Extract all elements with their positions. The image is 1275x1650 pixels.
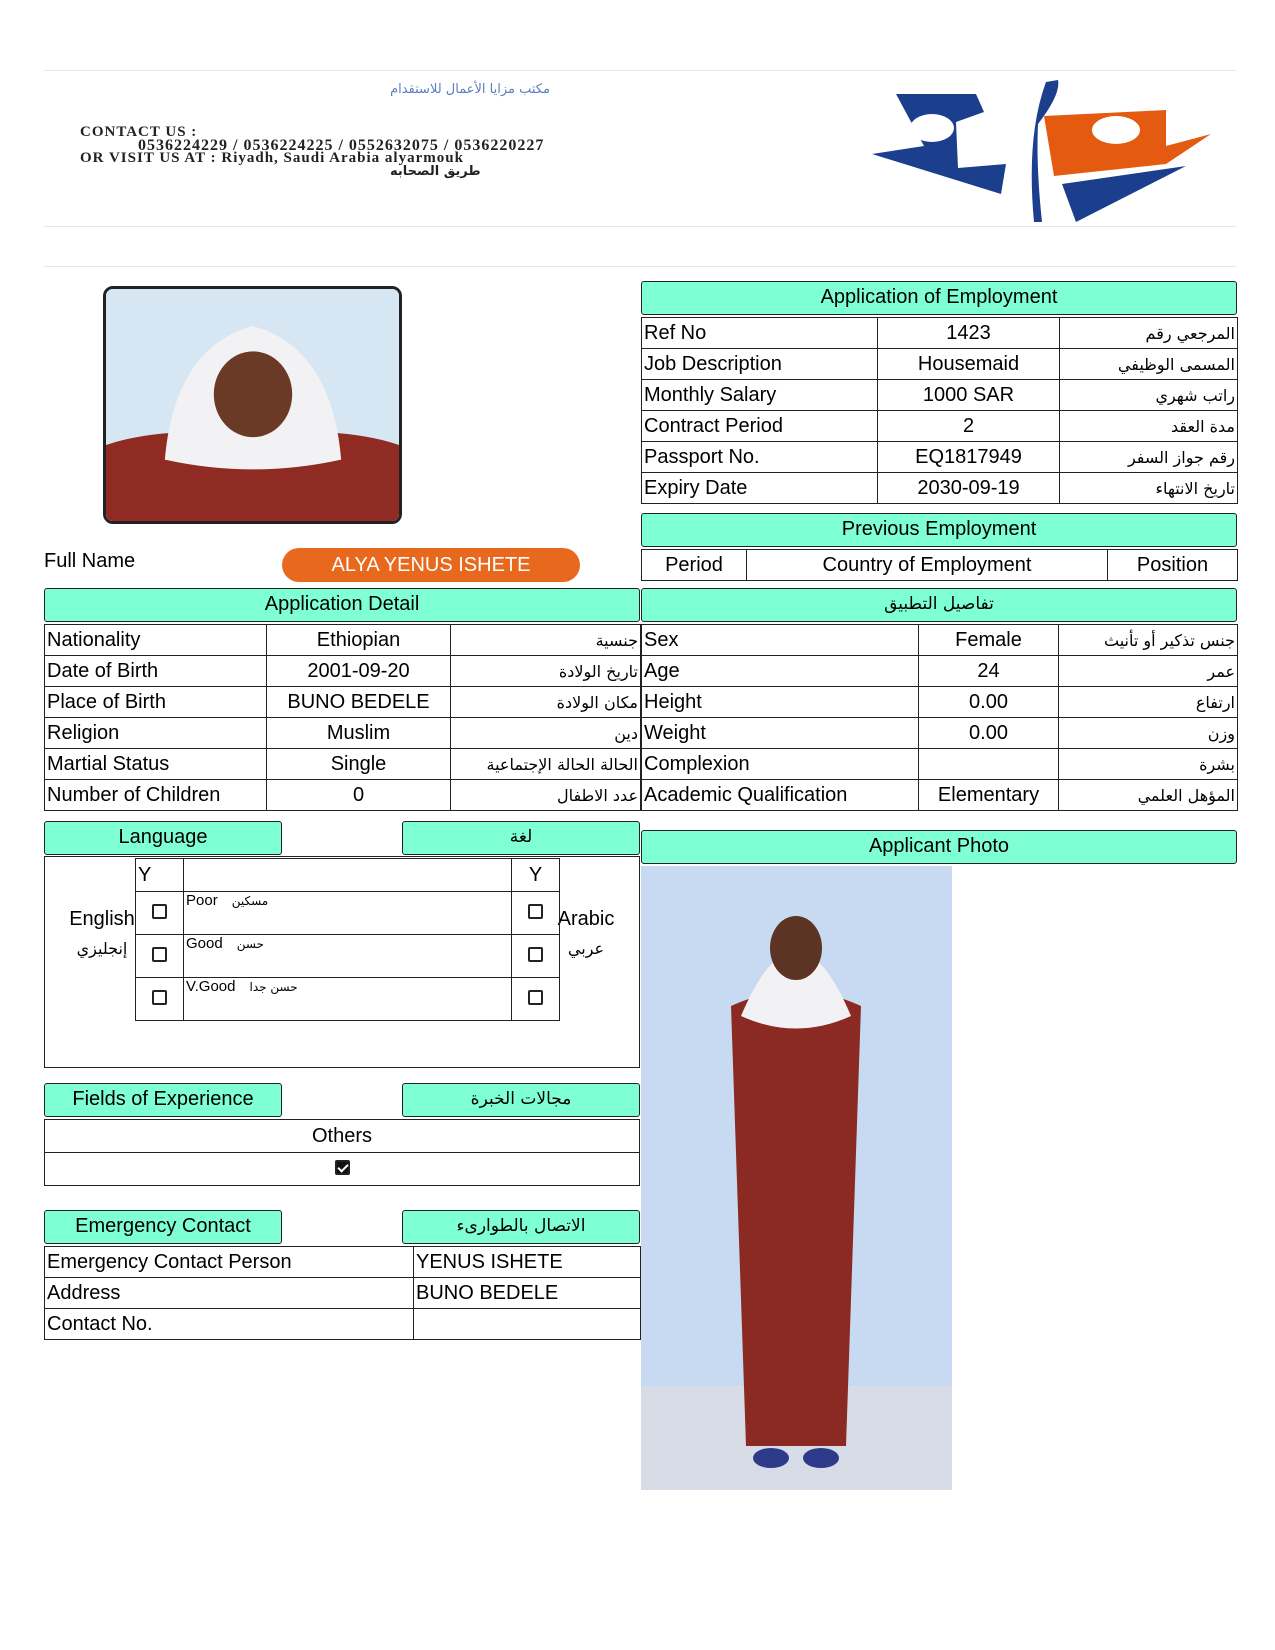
contact-label: CONTACT US :: [80, 124, 198, 140]
arabic-level-checkbox[interactable]: [528, 990, 543, 1005]
application-value: 1000 SAR: [878, 380, 1060, 411]
detail-right-value: 0.00: [919, 687, 1059, 718]
detail-left-label: Number of Children: [45, 780, 267, 811]
application-of-employment-header: Application of Employment: [641, 281, 1237, 315]
detail-left-label-ar: الحالة الحالة الإجتماعية: [451, 749, 641, 780]
detail-right-value: Female: [919, 625, 1059, 656]
emergency-row: [45, 1278, 641, 1309]
detail-left-value: Single: [267, 749, 451, 780]
contact-block: [80, 126, 820, 178]
language-level-row: [136, 935, 560, 978]
experience-field: Others: [45, 1120, 640, 1153]
level-label-ar: حسن جدا: [249, 980, 298, 994]
detail-left-label-ar: دين: [451, 718, 641, 749]
english-text: English: [69, 908, 135, 930]
detail-right-row: [642, 780, 1238, 811]
detail-left-row: [45, 687, 641, 718]
application-detail-left-table: [44, 624, 641, 811]
detail-left-value: Muslim: [267, 718, 451, 749]
application-row: [642, 411, 1238, 442]
emergency-label: Address: [45, 1278, 414, 1309]
english-ar-text: إنجليزي: [76, 939, 128, 958]
detail-left-label: Martial Status: [45, 749, 267, 780]
application-label-ar: المسمى الوظيفي: [1060, 349, 1238, 380]
emergency-table: [44, 1246, 641, 1340]
portrait-photo: [103, 286, 402, 524]
application-label-ar: مدة العقد: [1060, 411, 1238, 442]
previous-employment-table: [641, 549, 1238, 581]
applicant-full-photo: [641, 866, 952, 1490]
full-name-value: ALYA YENUS ISHETE: [282, 548, 580, 582]
detail-right-row: [642, 625, 1238, 656]
detail-left-value: 0: [267, 780, 451, 811]
detail-right-label: Academic Qualification: [642, 780, 919, 811]
detail-left-row: [45, 780, 641, 811]
detail-left-value: BUNO BEDELE: [267, 687, 451, 718]
detail-right-value: Elementary: [919, 780, 1059, 811]
detail-left-label: Religion: [45, 718, 267, 749]
experience-table: [44, 1119, 640, 1186]
language-table: [135, 858, 560, 1021]
arabic-text: Arabic: [557, 908, 615, 930]
application-detail-header: Application Detail: [44, 588, 640, 622]
detail-right-label: Complexion: [642, 749, 919, 780]
level-label: Poor: [186, 892, 218, 909]
experience-header-ar: مجالات الخبرة: [402, 1083, 640, 1117]
application-row: [642, 318, 1238, 349]
emergency-label: Emergency Contact Person: [45, 1247, 414, 1278]
application-label-ar: راتب شهري: [1060, 380, 1238, 411]
y-col-left: Y: [136, 859, 184, 892]
detail-right-label-ar: جنس تذكير أو تأنيث: [1059, 625, 1238, 656]
level-label-ar: حسن: [236, 937, 264, 951]
application-value: 2: [878, 411, 1060, 442]
detail-right-row: [642, 656, 1238, 687]
detail-right-label: Age: [642, 656, 919, 687]
detail-left-value: 2001-09-20: [267, 656, 451, 687]
application-label: Job Description: [642, 349, 878, 380]
application-label: Ref No: [642, 318, 878, 349]
emergency-header-ar: الاتصال بالطوارىء: [402, 1210, 640, 1244]
arabic-label: [556, 908, 616, 958]
col-period: Period: [642, 550, 747, 581]
application-label: Monthly Salary: [642, 380, 878, 411]
application-table: [641, 317, 1238, 504]
detail-right-label-ar: بشرة: [1059, 749, 1238, 780]
level-label: Good: [186, 935, 223, 952]
detail-left-label-ar: جنسية: [451, 625, 641, 656]
english-level-checkbox[interactable]: [152, 990, 167, 1005]
emergency-value: [414, 1309, 641, 1340]
application-label-ar: المرجعي رقم: [1060, 318, 1238, 349]
language-header: Language: [44, 821, 282, 855]
detail-left-row: [45, 718, 641, 749]
language-level-row: [136, 978, 560, 1021]
y-col-right: Y: [512, 859, 560, 892]
application-value: EQ1817949: [878, 442, 1060, 473]
contact-address: OR VISIT US AT : Riyadh, Saudi Arabia alyarmouk: [80, 150, 464, 166]
application-row: [642, 349, 1238, 380]
arabic-level-checkbox[interactable]: [528, 904, 543, 919]
previous-employment-header: Previous Employment: [641, 513, 1237, 547]
language-level-row: [136, 892, 560, 935]
detail-left-label: Place of Birth: [45, 687, 267, 718]
detail-right-label-ar: المؤهل العلمي: [1059, 780, 1238, 811]
detail-right-value: 24: [919, 656, 1059, 687]
detail-left-row: [45, 625, 641, 656]
application-row: [642, 380, 1238, 411]
application-value: 1423: [878, 318, 1060, 349]
detail-right-row: [642, 687, 1238, 718]
application-label-ar: رقم جواز السفر: [1060, 442, 1238, 473]
application-label-ar: تاريخ الانتهاء: [1060, 473, 1238, 504]
application-label: Passport No.: [642, 442, 878, 473]
detail-left-row: [45, 656, 641, 687]
detail-right-label: Weight: [642, 718, 919, 749]
emergency-row: [45, 1247, 641, 1278]
emergency-label: Contact No.: [45, 1309, 414, 1340]
full-name-label: Full Name: [44, 550, 136, 572]
english-label: [68, 908, 136, 958]
detail-right-label-ar: ارتفاع: [1059, 687, 1238, 718]
emergency-value: BUNO BEDELE: [414, 1278, 641, 1309]
office-name: مكتب مزايا الأعمال للاستقدام: [390, 82, 550, 97]
experience-checkbox[interactable]: [335, 1160, 350, 1175]
company-logo: [866, 76, 1220, 222]
level-label: V.Good: [186, 978, 236, 995]
applicant-photo-header: Applicant Photo: [641, 830, 1237, 864]
detail-left-row: [45, 749, 641, 780]
experience-header: Fields of Experience: [44, 1083, 282, 1117]
detail-left-label-ar: عدد الاطفال: [451, 780, 641, 811]
detail-right-row: [642, 749, 1238, 780]
detail-left-label: Date of Birth: [45, 656, 267, 687]
application-row: [642, 442, 1238, 473]
application-label: Contract Period: [642, 411, 878, 442]
detail-right-value: [919, 749, 1059, 780]
application-detail-header-ar: تفاصيل التطبيق: [641, 588, 1237, 622]
detail-right-label-ar: عمر: [1059, 656, 1238, 687]
detail-right-label: Sex: [642, 625, 919, 656]
arabic-ar-text: عربي: [567, 939, 605, 958]
detail-right-value: 0.00: [919, 718, 1059, 749]
col-position: Position: [1108, 550, 1238, 581]
application-value: 2030-09-19: [878, 473, 1060, 504]
contact-address-ar: طريق الصحابه: [390, 164, 481, 179]
detail-right-row: [642, 718, 1238, 749]
emergency-value: YENUS ISHETE: [414, 1247, 641, 1278]
language-header-ar: لغة: [402, 821, 640, 855]
arabic-level-checkbox[interactable]: [528, 947, 543, 962]
contact-phones: 0536224229 / 0536224225 / 0552632075 / 0536220227: [138, 137, 545, 154]
detail-left-label-ar: تاريخ الولادة: [451, 656, 641, 687]
english-level-checkbox[interactable]: [152, 904, 167, 919]
detail-left-label-ar: مكان الولادة: [451, 687, 641, 718]
application-label: Expiry Date: [642, 473, 878, 504]
emergency-row: [45, 1309, 641, 1340]
english-level-checkbox[interactable]: [152, 947, 167, 962]
detail-right-label-ar: وزن: [1059, 718, 1238, 749]
application-detail-right-table: [641, 624, 1238, 811]
application-row: [642, 473, 1238, 504]
detail-right-label: Height: [642, 687, 919, 718]
application-value: Housemaid: [878, 349, 1060, 380]
level-label-ar: مسكين: [231, 894, 269, 908]
detail-left-label: Nationality: [45, 625, 267, 656]
col-country: Country of Employment: [747, 550, 1108, 581]
emergency-header: Emergency Contact: [44, 1210, 282, 1244]
detail-left-value: Ethiopian: [267, 625, 451, 656]
